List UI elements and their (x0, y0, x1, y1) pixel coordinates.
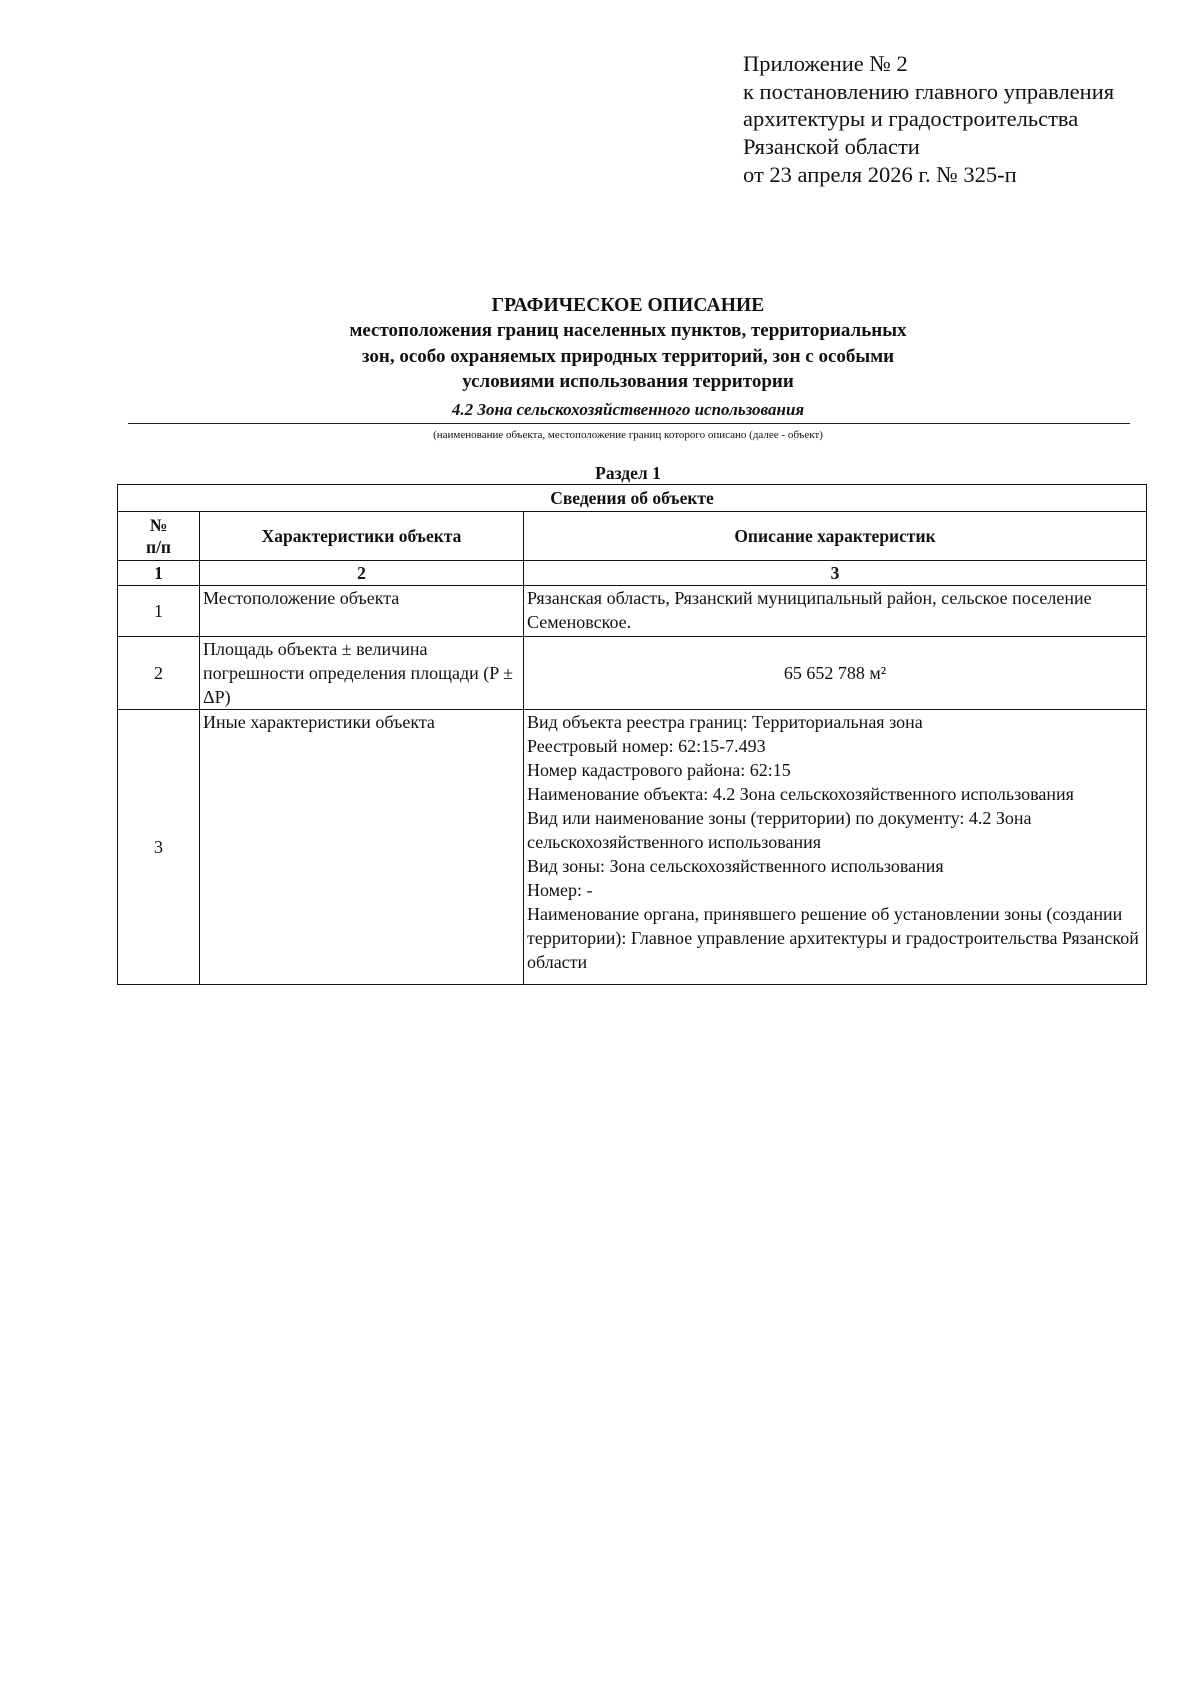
table-header-row (118, 512, 1147, 561)
table-row (118, 637, 1147, 710)
row-characteristic: Местоположение объекта (200, 586, 524, 637)
row-description (524, 710, 1147, 985)
row-number: 2 (118, 637, 200, 710)
object-name: 4.2 Зона сельскохозяйственного использования (451, 400, 805, 419)
description-line: Номер кадастрового района: 62:15 (527, 760, 791, 780)
description-line: Номер: - (527, 880, 593, 900)
description-line: Вид зоны: Зона сельскохозяйственного использования (527, 856, 944, 876)
row-characteristic: Иные характеристики объекта (200, 710, 524, 985)
object-name-underline (128, 423, 1130, 424)
row-description (524, 637, 1147, 710)
header-number-line1: № (149, 515, 168, 535)
object-info-table (117, 484, 1147, 985)
description-line: Вид объекта реестра границ: Территориальная зона (527, 712, 923, 732)
appendix-line: Приложение № 2 (743, 51, 908, 76)
column-number: 3 (524, 561, 1147, 586)
column-numbers-row (118, 561, 1147, 586)
section-title: Раздел 1 (595, 463, 661, 483)
table-row (118, 710, 1147, 985)
title-subtitle-line: условиями использования территории (462, 371, 794, 392)
row-number: 3 (118, 710, 200, 985)
description-line: Вид или наименование зоны (территории) по документу: 4.2 Зона сельскохозяйственного использования (527, 808, 1032, 852)
appendix-header (743, 50, 1114, 189)
appendix-line: к постановлению главного управления (743, 78, 1115, 104)
header-characteristics: Характеристики объекта (200, 512, 524, 561)
header-number (118, 512, 200, 561)
title-subtitle-line: зон, особо охраняемых природных территорий, зон с особыми (361, 345, 895, 367)
description-line: Наименование органа, принявшего решение об установлении зоны (создании территории): Главное управление архитектуры и градостроительства Рязанской области (527, 904, 1139, 972)
table-caption-row (118, 485, 1147, 512)
area-value: 65 652 788 м² (783, 663, 887, 683)
column-number: 2 (200, 561, 524, 586)
row-number: 1 (118, 586, 200, 637)
title-main: ГРАФИЧЕСКОЕ ОПИСАНИЕ (491, 295, 765, 316)
document-title (128, 293, 1128, 395)
header-description: Описание характеристик (524, 512, 1147, 561)
header-number-line2: п/п (145, 537, 172, 557)
description-line: Наименование объекта: 4.2 Зона сельскохозяйственного использования (527, 784, 1074, 804)
column-number: 1 (118, 561, 200, 586)
description-line: Рязанская область, Рязанский муниципальный район, сельское поселение Семеновское. (527, 588, 1092, 632)
appendix-line: архитектуры и градостроительства (743, 106, 1079, 132)
description-line: Реестровый номер: 62:15-7.493 (527, 736, 766, 756)
row-characteristic: Площадь объекта ± величина погрешности определения площади (P ± ΔP) (200, 637, 524, 710)
row-description (524, 586, 1147, 637)
table-caption: Сведения об объекте (118, 485, 1147, 512)
appendix-line: Рязанской области (743, 134, 920, 160)
title-subtitle-line: местоположения границ населенных пунктов, территориальных (349, 320, 907, 341)
object-name-caption: (наименование объекта, местоположение границ которого описано (далее - объект) (433, 429, 823, 441)
appendix-line: от 23 апреля 2026 г. № 325-п (743, 161, 1017, 187)
table-row (118, 586, 1147, 637)
